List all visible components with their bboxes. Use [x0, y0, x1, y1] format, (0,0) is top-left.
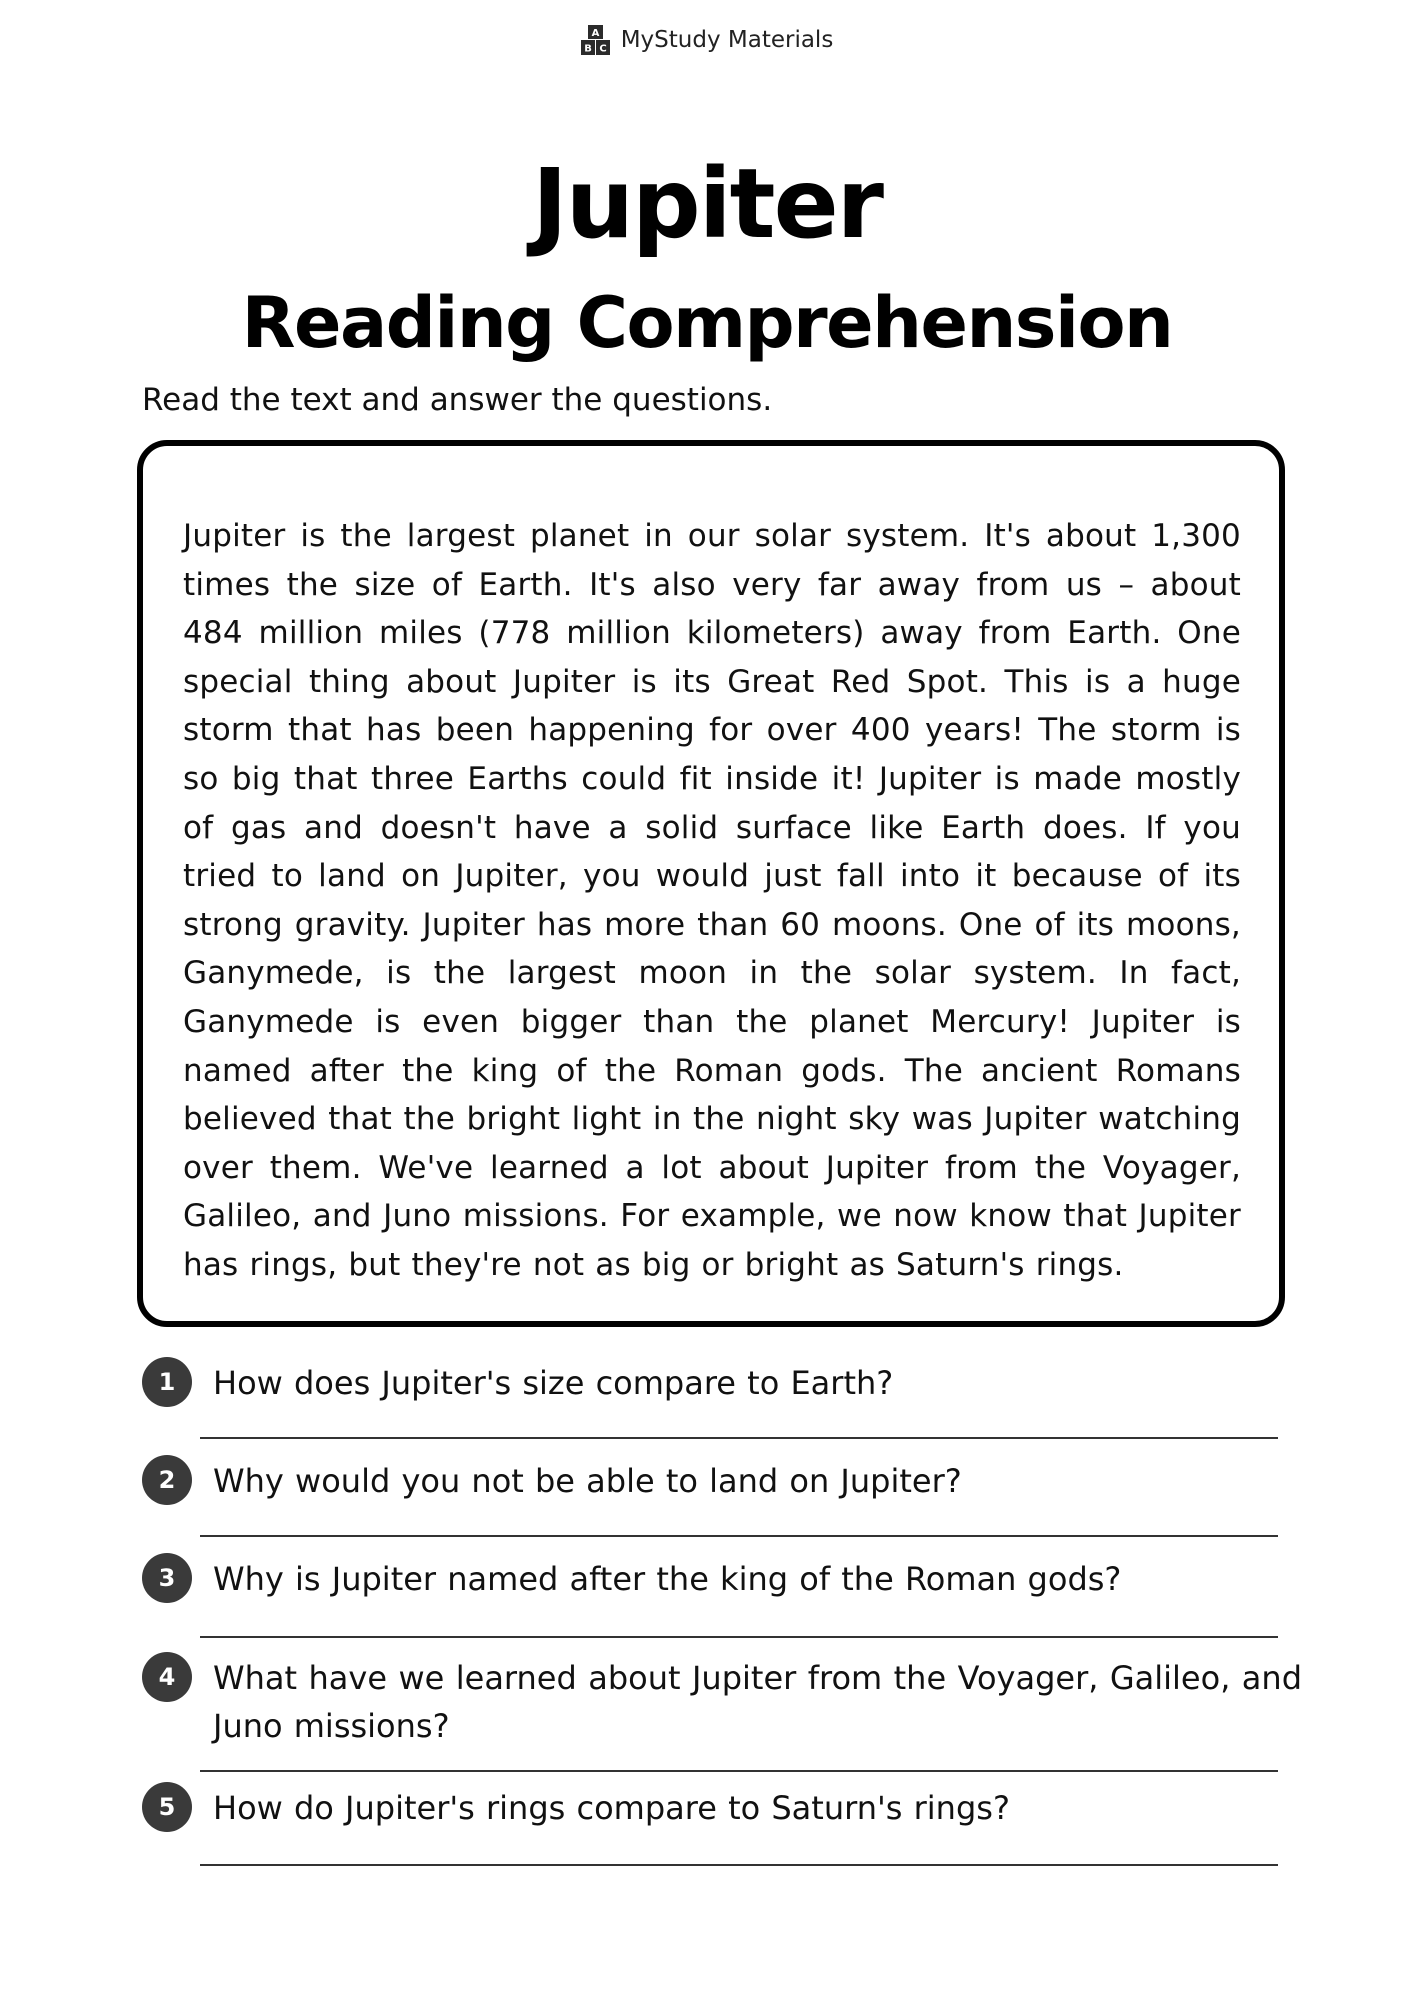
instructions: Read the text and answer the questions. — [142, 382, 773, 418]
abc-blocks-icon — [581, 24, 611, 56]
question-number-badge: 5 — [142, 1782, 192, 1832]
question-number-badge: 3 — [142, 1553, 192, 1603]
question-text: Why would you not be able to land on Jupiter? — [213, 1462, 962, 1500]
svg-text:C: C — [599, 43, 607, 55]
page-title: Jupiter — [531, 148, 883, 260]
brand-header — [0, 24, 1414, 56]
answer-line-3[interactable] — [200, 1636, 1278, 1638]
question-number-badge: 2 — [142, 1455, 192, 1505]
page-subtitle: Reading Comprehension — [241, 282, 1173, 364]
answer-line-2[interactable] — [200, 1535, 1278, 1537]
question-text: Why is Jupiter named after the king of the Roman gods? — [213, 1560, 1122, 1598]
answer-line-4[interactable] — [200, 1770, 1278, 1772]
answer-line-5[interactable] — [200, 1864, 1278, 1866]
svg-text:B: B — [583, 43, 592, 55]
question-text: How does Jupiter's size compare to Earth? — [213, 1364, 894, 1402]
svg-text:A: A — [591, 28, 600, 39]
question-text: How do Jupiter's rings compare to Saturn's rings? — [213, 1789, 1010, 1827]
answer-line-1[interactable] — [200, 1437, 1278, 1439]
brand-name: MyStudy Materials — [620, 27, 834, 53]
question-text: What have we learned about Jupiter from the Voyager, Galileo, and Juno missions? — [213, 1659, 1302, 1745]
question-number-badge: 1 — [142, 1357, 192, 1407]
reading-passage-box — [137, 440, 1285, 1327]
question-number-badge: 4 — [142, 1652, 192, 1702]
reading-passage: Jupiter is the largest planet in our solar system. It's about 1,300 times the size of Earth. It's also very far away from us – about 484 million miles (778 million kilometers) away from Earth. One special thing about Jupiter is its Great Red Spot. This is a huge storm that has been happening for over 400 years! The storm is so big that three Earths could fit inside it! Jupiter is made mostly of gas and doesn't have a solid surface like Earth does. If you tried to land on Jupiter, you would just fall into it because of its strong gravity. Jupiter has more than 60 moons. One of its moons, Ganymede, is the largest moon in the solar system. In fact, Ganymede is even bigger than the planet Mercury! Jupiter is named after the king of the Roman gods. The ancient Romans believed that the bright light in the night sky was Jupiter watching over them. We've learned a lot about Jupiter from the Voyager, Galileo, and Juno missions. For example, we now know that Jupiter has rings, but they're not as big or bright as Saturn's rings. — [183, 518, 1241, 1283]
